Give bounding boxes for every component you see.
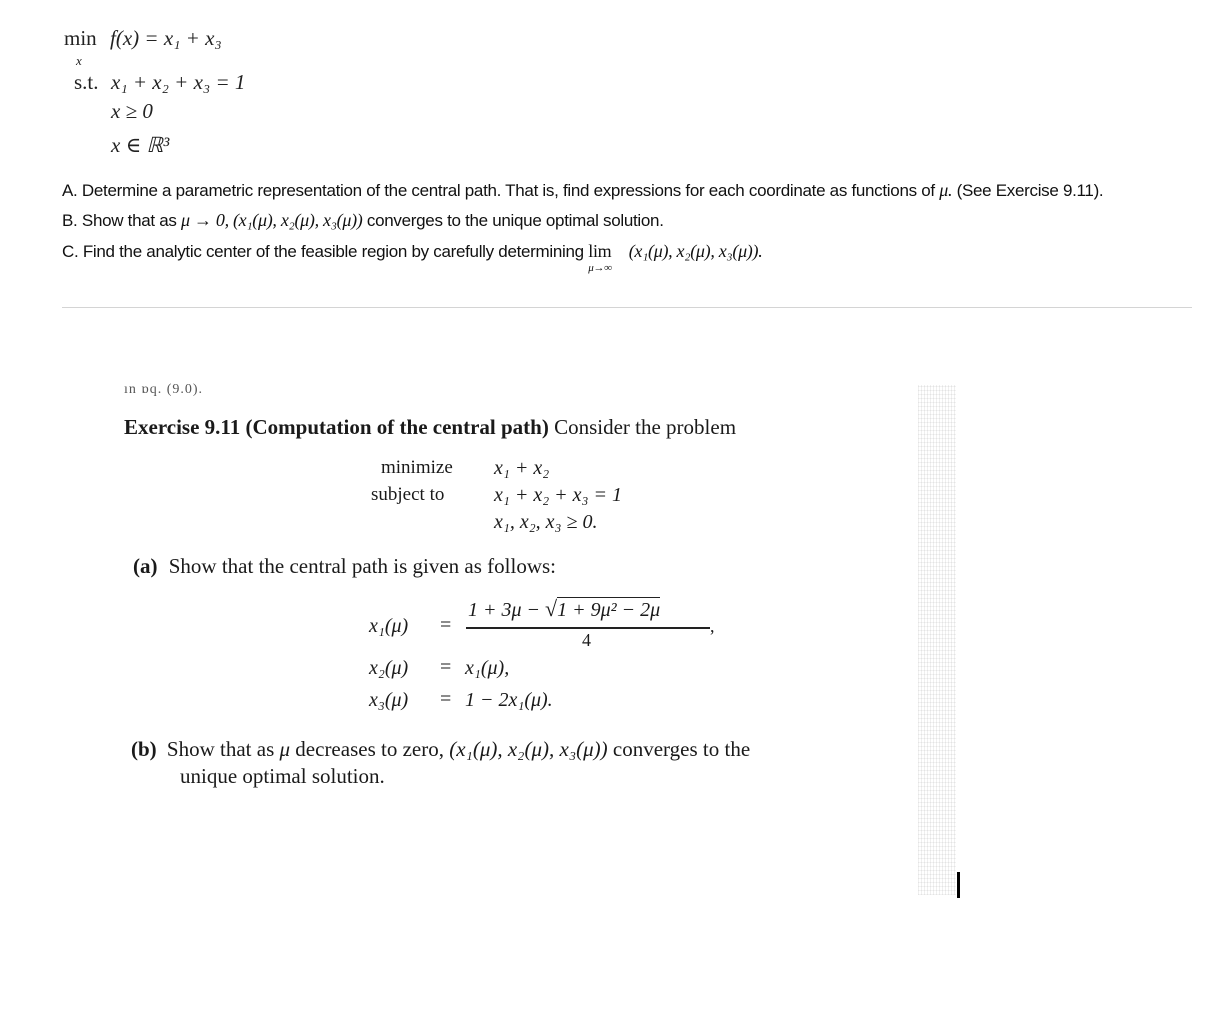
eq1-denominator: 4 [582, 630, 591, 650]
part-b-text2: decreases to zero, [295, 737, 444, 761]
exercise-intro: Consider the problem [554, 415, 737, 439]
part-a [133, 554, 556, 579]
question-b-text: Show that as [81, 211, 177, 230]
min-label: min [64, 26, 97, 50]
question-a-prefix: A. [62, 181, 78, 200]
eq1-comma: , [710, 616, 715, 636]
objective-function: f(x) = x₁ + x₃ [110, 26, 222, 50]
subject-expr-sum: x₁ + x₂ + x₃ = 1 [494, 484, 622, 506]
eq1-numerator-lead: 1 + 3μ − [468, 599, 541, 621]
part-b-text3: converges to the [612, 737, 751, 761]
question-c [62, 241, 763, 274]
question-b-math: μ → 0, (x₁(μ), x₂(μ), x₃(μ)) [181, 210, 363, 230]
question-b [62, 210, 664, 231]
question-a-tail: (See Exercise 9.11). [956, 181, 1104, 200]
subject-expr-nonneg: x₁, x₂, x₃ ≥ 0. [494, 511, 598, 533]
question-a-mu: μ. [939, 180, 953, 200]
text-cursor [957, 872, 960, 898]
scan-edge-noise [918, 385, 956, 895]
minimize-expr: x₁ + x₂ [494, 457, 550, 479]
part-a-text: Show that the central path is given as follows: [168, 554, 557, 578]
section-divider [62, 307, 1192, 308]
eq3-equals: = [440, 688, 452, 710]
part-b-mu: μ [279, 737, 291, 761]
constraint-domain: x ∈ ℝ³ [111, 133, 170, 157]
subject-label: subject to [371, 484, 445, 505]
question-c-prefix: C. [62, 242, 79, 261]
cut-off-line: ın ɒq. (9.0). [124, 382, 204, 397]
part-a-label: (a) [133, 554, 158, 578]
eq1-numerator [468, 596, 660, 622]
constraint-sum: x₁ + x₂ + x₃ = 1 [111, 70, 246, 94]
question-b-tail: converges to the unique optimal solution. [366, 211, 664, 230]
eq2-equals: = [440, 656, 452, 678]
part-b-text4: unique optimal solution. [180, 764, 385, 788]
question-c-limit [588, 241, 624, 274]
limit-label: lim [588, 241, 612, 261]
eq3-lhs: x₃(μ) [369, 689, 409, 711]
question-b-prefix: B. [62, 211, 78, 230]
constraint-nonneg: x ≥ 0 [111, 99, 153, 123]
question-c-math: (x₁(μ), x₂(μ), x₃(μ)). [628, 241, 763, 261]
question-a [62, 180, 1103, 201]
limit-subscript: μ→∞ [588, 262, 612, 274]
eq2-lhs: x₂(μ) [369, 657, 409, 679]
minimize-label: minimize [381, 457, 453, 478]
eq1-fraction-bar [466, 627, 710, 629]
part-b-math: (x₁(μ), x₂(μ), x₃(μ)) [449, 737, 608, 761]
eq1-lhs: x₁(μ) [369, 615, 409, 637]
eq1-sqrt-arg: 1 + 9μ² − 2μ [557, 599, 661, 621]
st-label: s.t. [74, 70, 99, 94]
eq1-equals: = [440, 614, 452, 636]
part-b-label: (b) [131, 737, 157, 761]
question-c-text: Find the analytic center of the feasible region by carefully determining [82, 242, 584, 261]
min-subscript: x [76, 53, 82, 68]
exercise-title: (Computation of the central path) [245, 415, 549, 439]
part-b-text1: Show that as [166, 737, 275, 761]
question-a-text: Determine a parametric representation of the central path. That is, find expressions for each coordinate as functions of [81, 181, 935, 200]
exercise-heading [124, 415, 736, 440]
exercise-label: Exercise 9.11 [124, 415, 241, 439]
eq3-rhs: 1 − 2x₁(μ). [465, 689, 553, 711]
sqrt-icon: √ [545, 596, 558, 621]
part-b [131, 737, 750, 762]
eq2-rhs: x₁(μ), [465, 657, 510, 679]
